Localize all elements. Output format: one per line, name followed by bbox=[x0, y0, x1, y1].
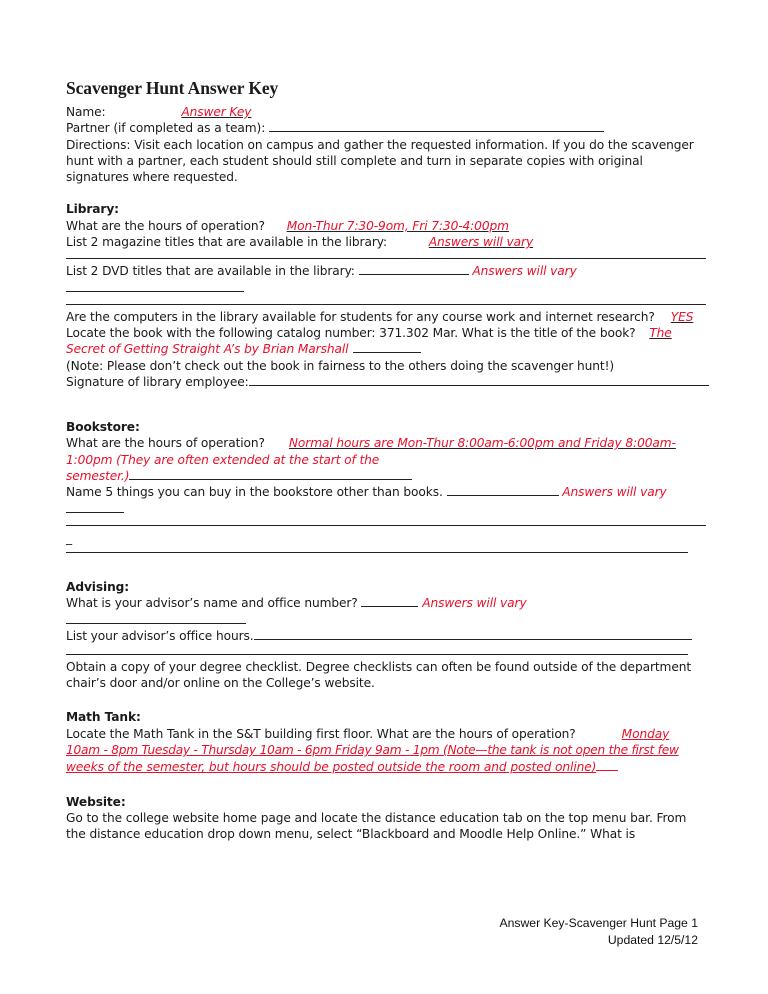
library-heading: Library: bbox=[66, 202, 119, 217]
blank-line bbox=[66, 540, 688, 553]
blank-line bbox=[66, 292, 706, 305]
blank-line bbox=[66, 280, 244, 292]
blank-line bbox=[66, 612, 246, 624]
library-hours-answer: Mon-Thur 7:30-9om, Fri 7:30-4:00pm bbox=[286, 218, 509, 233]
advising-checklist: Obtain a copy of your degree checklist. Degree checklists can often be found outside of the department chair’s door and/or online on the College’s website. bbox=[66, 659, 692, 691]
library-hours-line: What are the hours of operation? Mon-Thur 7:30-9om, Fri 7:30-4:00pm bbox=[66, 218, 509, 233]
bookstore-heading: Bookstore: bbox=[66, 420, 140, 435]
bookstore-things-answer: Answers will vary bbox=[562, 485, 667, 500]
blank-line bbox=[66, 501, 124, 513]
library-magazines-answer: Answers will vary bbox=[428, 235, 534, 250]
library-signature-line: Signature of library employee: bbox=[66, 374, 706, 390]
signature-blank bbox=[249, 374, 709, 386]
bookstore-hours-answer-3: semester.) bbox=[66, 469, 130, 484]
partner-blank bbox=[269, 120, 604, 132]
page-title: Scavenger Hunt Answer Key bbox=[66, 78, 279, 98]
page-footer bbox=[500, 915, 699, 949]
math-tank-answer-3: weeks of the semester, but hours should be posted outside the room and posted online) bbox=[66, 760, 597, 775]
library-book-answer-1: The bbox=[649, 325, 672, 340]
bookstore-hours-answer-2: 1:00pm (They are often extended at the start of the bbox=[66, 452, 380, 467]
math-tank-answer-1: Monday bbox=[621, 726, 670, 741]
advising-heading: Advising: bbox=[66, 579, 130, 594]
website-text: Go to the college website home page and locate the distance education tab on the top menu bar. From the distance education drop down menu, select “Blackboard and Moodle Help Online.” What is bbox=[66, 810, 687, 842]
bookstore-things-line: Name 5 things you can buy in the bookstore other than books. Answers will vary bbox=[66, 485, 667, 500]
advising-advisor-line: What is your advisor’s name and office number? Answers will vary bbox=[66, 596, 527, 611]
advising-advisor-answer: Answers will vary bbox=[422, 596, 527, 611]
footer-updated: Updated 12/5/12 bbox=[607, 933, 698, 947]
library-book-answer-2: Secret of Getting Straight A’s by Brian Marshall bbox=[66, 342, 349, 357]
library-magazines-line: List 2 magazine titles that are available in the library: Answers will vary bbox=[66, 235, 534, 250]
name-label: Name: bbox=[66, 105, 106, 119]
library-dvd-line: List 2 DVD titles that are available in the library: Answers will vary bbox=[66, 264, 577, 279]
partner-label: Partner (if completed as a team): bbox=[66, 121, 266, 136]
name-answer: Answer Key bbox=[181, 105, 252, 119]
library-book-line: Locate the book with the following catalog number: 371.302 Mar. What is the title of the book? The Secret of Getting Straight A’s by Brian Marshall bbox=[66, 325, 672, 357]
advising-hours-blank bbox=[254, 628, 692, 640]
math-tank-hours-line: Locate the Math Tank in the S&T building first floor. What are the hours of operation? Monday bbox=[66, 726, 670, 741]
advising-hours-line: List your advisor’s office hours. bbox=[66, 628, 706, 644]
math-tank-heading: Math Tank: bbox=[66, 710, 141, 725]
document-body bbox=[66, 78, 706, 843]
directions: Directions: Visit each location on campus and gather the requested information. If you do the scavenger hunt with a partner, each student should still complete and turn in separate copies with original signatures where requested. bbox=[66, 137, 694, 185]
blank-line bbox=[66, 513, 706, 526]
website-heading: Website: bbox=[66, 794, 126, 809]
library-computers-answer: YES bbox=[670, 309, 694, 324]
footer-page-label: Answer Key-Scavenger Hunt Page 1 bbox=[499, 916, 698, 930]
bookstore-hours-answer-1: Normal hours are Mon-Thur 8:00am-6:00pm and Friday 8:00am- bbox=[288, 436, 676, 451]
name-line bbox=[66, 104, 706, 120]
library-dvd-answer: Answers will vary bbox=[472, 264, 577, 279]
bookstore-hours-line: What are the hours of operation? Normal hours are Mon-Thur 8:00am-6:00pm and Friday 8:00am- bbox=[66, 436, 676, 451]
stray-underscore: _ bbox=[66, 530, 72, 545]
library-note: (Note: Please don’t check out the book in fairness to the others doing the scavenger hunt!) bbox=[66, 358, 615, 373]
library-computers-line: Are the computers in the library available for students for any course work and internet research? YES bbox=[66, 309, 694, 324]
math-tank-answer-2: 10am - 8pm Tuesday - Thursday 10am - 6pm Friday 9am - 1pm (Note—the tank is not open the first few bbox=[66, 743, 679, 758]
partner-line bbox=[66, 120, 706, 136]
